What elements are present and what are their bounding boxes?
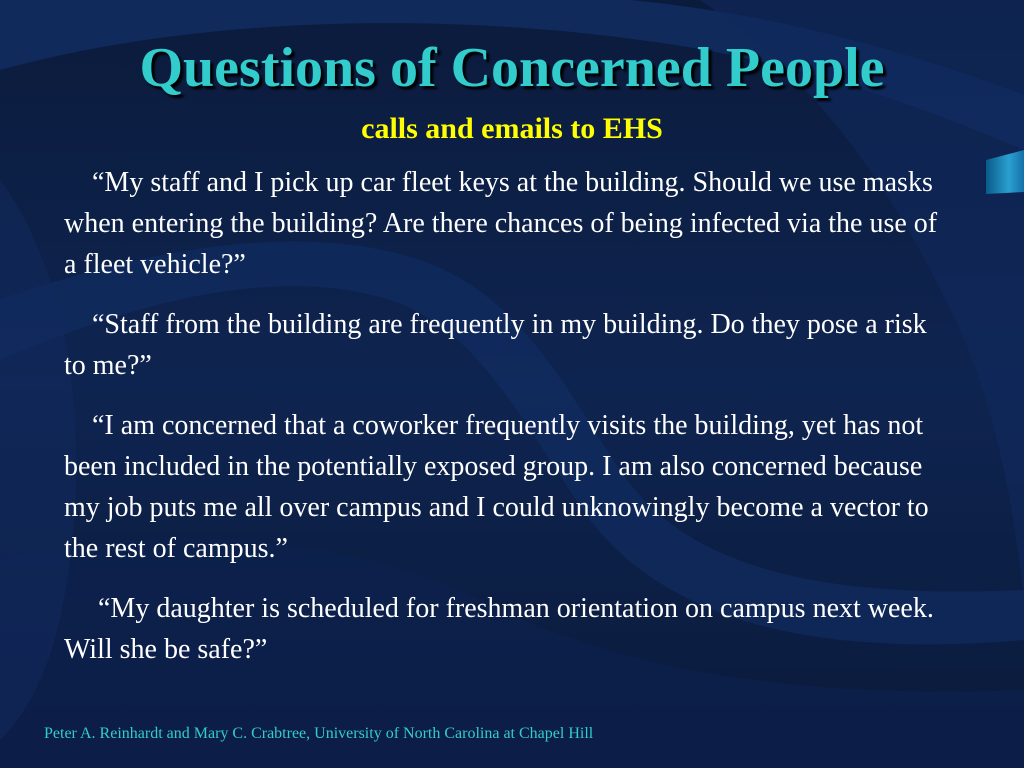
slide-title: Questions of Concerned People <box>139 37 885 99</box>
slide-footer: Peter A. Reinhardt and Mary C. Crabtree, University of North Carolina at Chapel Hill <box>44 725 594 742</box>
quote-coworker-vector: “I am concerned that a coworker frequently visits the building, yet has not been included in the potentially exposed group. I am also concerned because my job puts me all over campus and I could unknowingly become a vector to the rest of campus.” <box>64 410 929 564</box>
slide-subtitle: calls and emails to EHS <box>361 112 663 145</box>
quote-staff-risk: “Staff from the building are frequently in my building. Do they pose a risk to me?” <box>64 309 927 381</box>
quotes-list <box>64 162 954 689</box>
quote-fleet-keys: “My staff and I pick up car fleet keys at the building. Should we use masks when entering the building? Are there chances of being infected via the use of a fleet vehicle?” <box>64 167 938 280</box>
quote-freshman-orientation: “My daughter is scheduled for freshman orientation on campus next week. Will she be safe?” <box>64 593 934 665</box>
